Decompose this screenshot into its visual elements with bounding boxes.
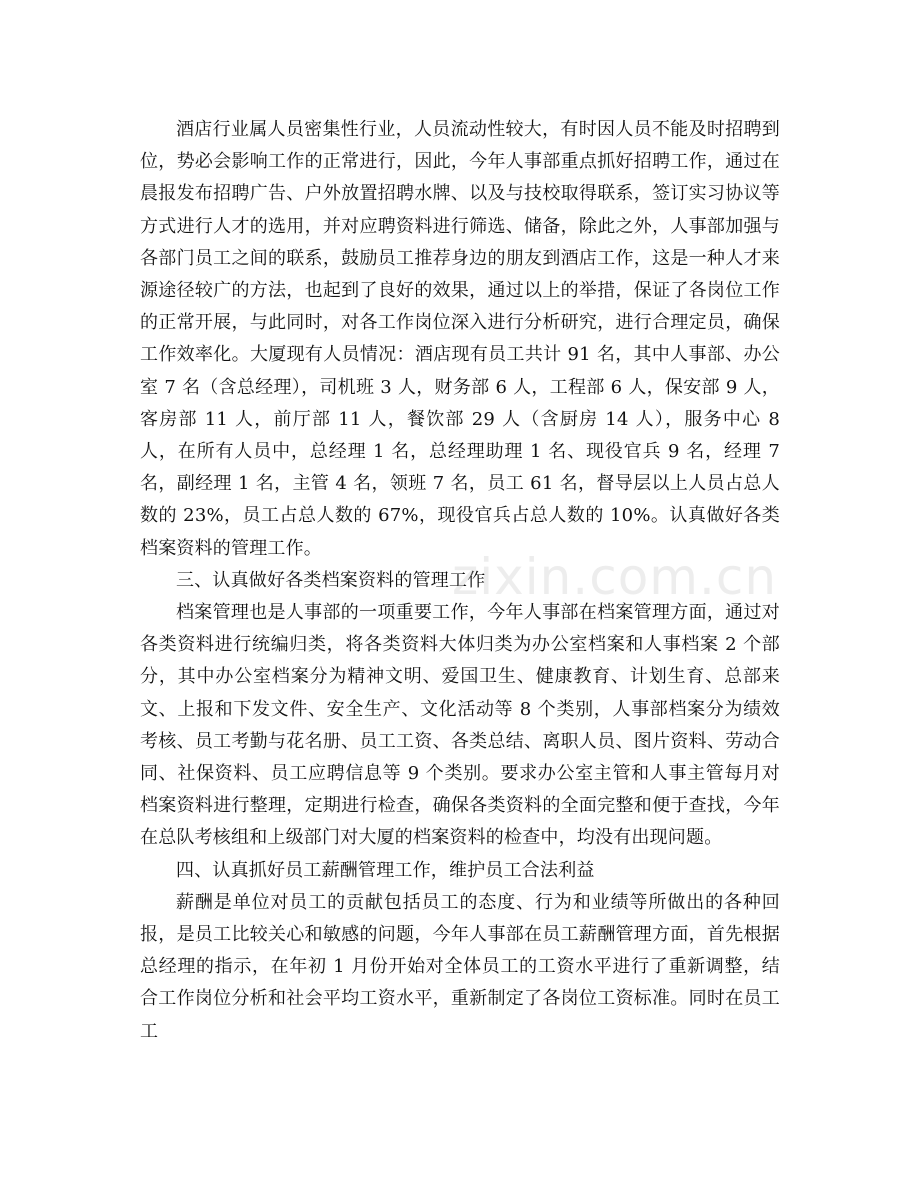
watermark: zixin.com.cn (452, 548, 778, 606)
paragraph-archives: 档案管理也是人事部的一项重要工作，今年人事部在档案管理方面，通过对各类资料进行统编归类，将各类资料大体归类为办公室档案和人事档案 2 个部分，其中办公室档案分为精神文明、爱国卫生、健康教育、计划生育、总部来文、上报和下发文件、安全生产、文化活动等 8 个类别，人事部档案分为绩效考核、员工考勤与花名册、员工工资、各类总结、离职人员、图片资料、劳动合同、社保资料、员工应聘信息等 9 个类别。要求办公室主管和人事主管每月对档案资料进行整理，定期进行检查，确保各类资料的全面完整和便于查找，今年在总队考核组和上级部门对大厦的档案资料的检查中，均没有出现问题。 (140, 602, 780, 849)
paragraph-salary: 薪酬是单位对员工的贡献包括员工的态度、行为和业绩等所做出的各种回报，是员工比较关心和敏感的问题，今年人事部在员工薪酬管理方面，首先根据总经理的指示，在年初 1 月份开始对全体员工的工资水平进行了重新调整，结合工作岗位分析和社会平均工资水平，重新制定了各岗位工资标准。同时在员工工 (140, 891, 780, 1042)
section-heading-archives: 三、认真做好各类档案资料的管理工作 (176, 569, 486, 591)
document-page (140, 114, 780, 1048)
paragraph-recruitment: 酒店行业属人员密集性行业，人员流动性较大，有时因人员不能及时招聘到位，势必会影响工作的正常进行，因此，今年人事部重点抓好招聘工作，通过在晨报发布招聘广告、户外放置招聘水牌、以及与技校取得联系，签订实习协议等方式进行人才的选用，并对应聘资料进行筛选、储备，除此之外，人事部加强与各部门员工之间的联系，鼓励员工推荐身边的朋友到酒店工作，这是一种人才来源途径较广的方法，也起到了良好的效果，通过以上的举措，保证了各岗位工作的正常开展，与此同时，对各工作岗位深入进行分析研究，进行合理定员，确保工作效率化。大厦现有人员情况：酒店现有员工共计 91 名，其中人事部、办公室 7 名（含总经理），司机班 3 人，财务部 6 人，工程部 6 人，保安部 9 人，客房部 11 人，前厅部 11 人，餐饮部 29 人（含厨房 14 人），服务中心 8 人，在所有人员中，总经理 1 名，总经理助理 1 名、现役官兵 9 名，经理 7 名，副经理 1 名，主管 4 名，领班 7 名，员工 61 名，督导层以上人员占总人数的 23%，员工占总人数的 67%，现役官兵占总人数的 10%。认真做好各类档案资料的管理工作。 (140, 119, 780, 559)
section-heading-salary: 四、认真抓好员工薪酬管理工作，维护员工合法利益 (176, 859, 595, 881)
